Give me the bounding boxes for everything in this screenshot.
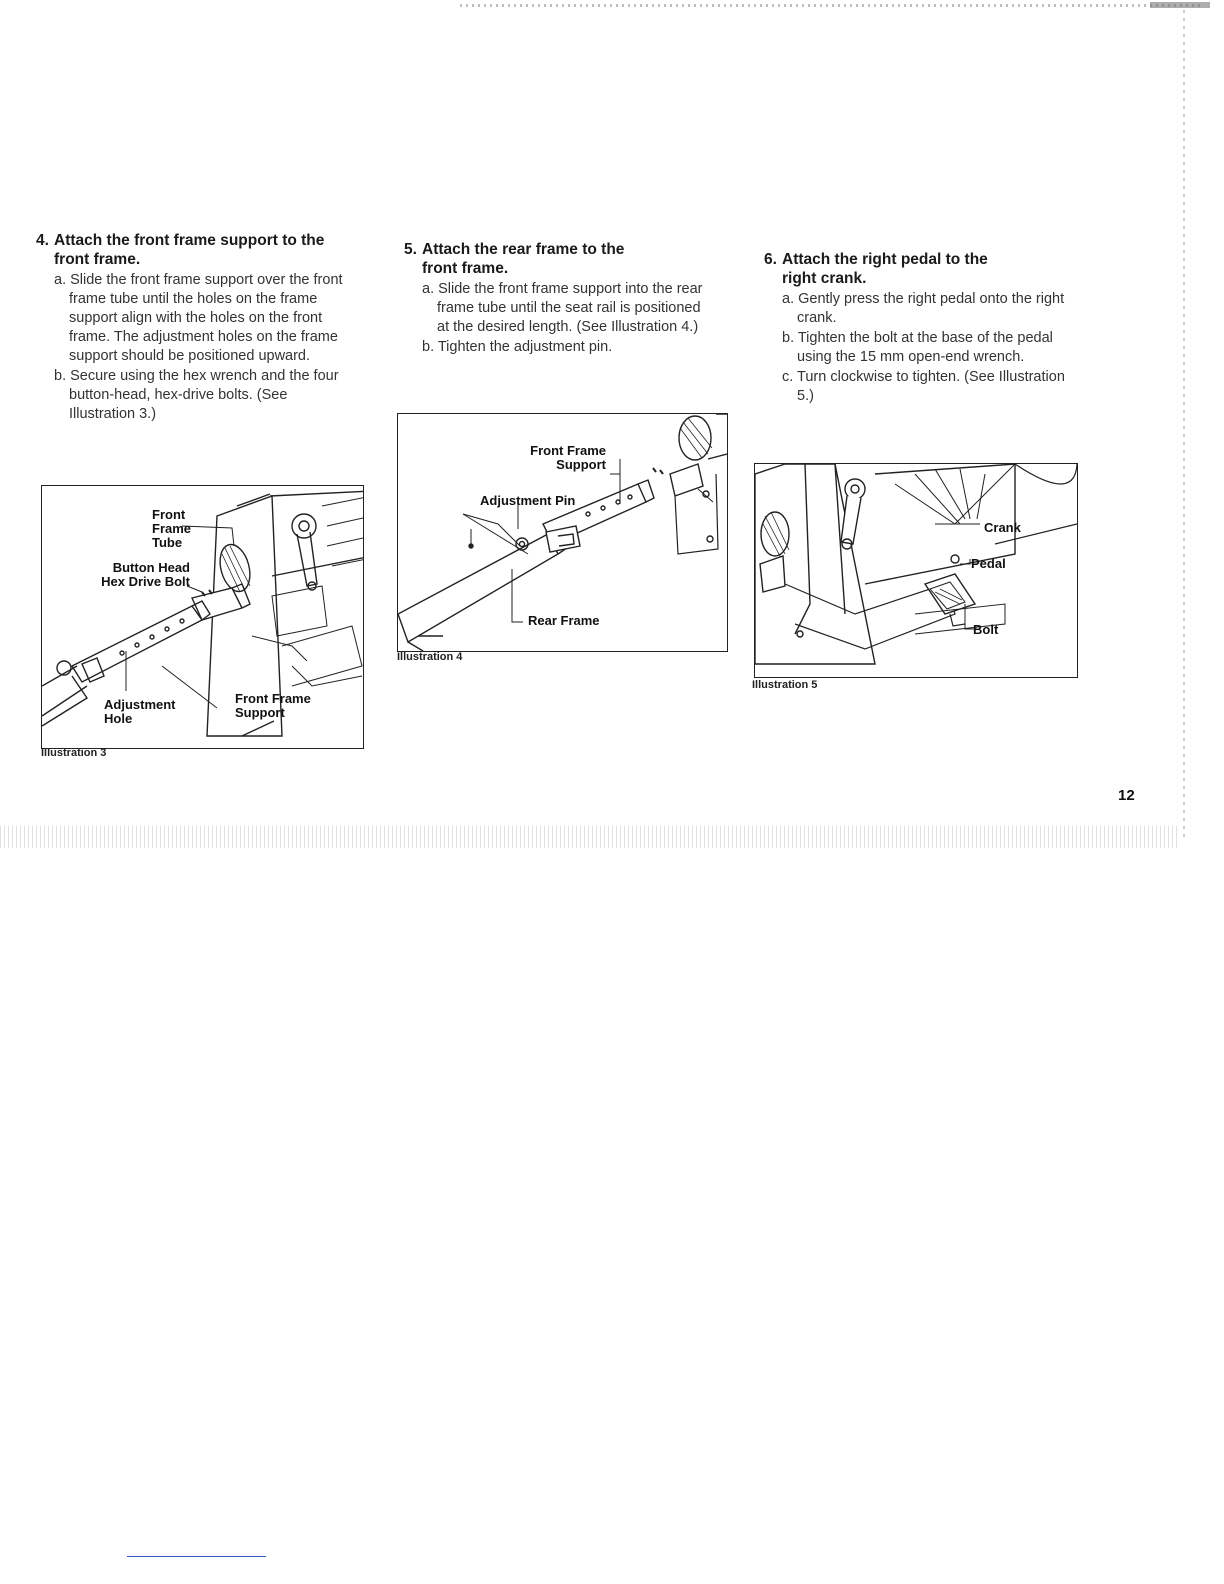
step-6 (764, 250, 1069, 407)
step-6-number: 6. (764, 251, 777, 268)
step-5-items (422, 280, 704, 357)
illustration-4 (397, 413, 728, 652)
scan-artifact-right-edge (1183, 10, 1185, 840)
illustration-3 (41, 485, 364, 749)
footer-rule (127, 1556, 266, 1557)
label-crank: Crank (984, 520, 1021, 535)
step-4-title-line2: front frame. (54, 251, 141, 268)
scan-artifact-bottom (0, 826, 1180, 848)
page-number: 12 (1118, 787, 1135, 804)
label-front-frame-support: Front Frame Support (235, 691, 311, 720)
step-4-items (54, 271, 356, 424)
caption-illustration-4: Illustration 4 (397, 651, 463, 663)
step-4-item-b: b. Secure using the hex wrench and the four button-head, hex-drive bolts. (See Illustration 3.) (54, 368, 339, 422)
label-pedal: Pedal (971, 556, 1006, 571)
label-adjustment-pin: Adjustment Pin (480, 493, 576, 508)
step-6-title-line1: Attach the right pedal to the (782, 251, 988, 268)
step-5-title-line2: front frame. (422, 260, 509, 277)
step-5-item-b: b. Tighten the adjustment pin. (422, 339, 613, 355)
illustration-5 (754, 463, 1078, 678)
step-4-number: 4. (36, 232, 49, 249)
step-4-heading (36, 231, 356, 269)
label-rear-frame: Rear Frame (528, 613, 600, 628)
step-5-title-line1: Attach the rear frame to the (422, 241, 625, 258)
step-5-number: 5. (404, 241, 417, 258)
step-5-item-a: a. Slide the front frame support into the rear frame tube until the seat rail is positioned at the desired length. (See Illustration 4.) (422, 281, 703, 335)
step-6-item-b: b. Tighten the bolt at the base of the pedal using the 15 mm open-end wrench. (782, 330, 1053, 365)
step-4-item-a: a. Slide the front frame support over the front frame tube until the holes on the frame support align with the holes on the front frame. The adjustment holes on the frame support should be positioned upward. (54, 272, 343, 364)
step-5-heading (404, 240, 704, 278)
caption-illustration-3: Illustration 3 (41, 747, 107, 759)
label-button-head-hex-drive-bolt: Button Head Hex Drive Bolt (101, 560, 190, 589)
step-6-items (782, 290, 1069, 406)
step-6-title-line2: right crank. (782, 270, 867, 287)
step-6-item-a: a. Gently press the right pedal onto the right crank. (782, 291, 1065, 326)
step-4-title-line1: Attach the front frame support to the (54, 232, 325, 249)
caption-illustration-5: Illustration 5 (752, 679, 818, 691)
scan-artifact-top (460, 4, 1200, 7)
label-bolt: Bolt (973, 622, 999, 637)
step-4 (36, 231, 356, 425)
label-front-frame-tube: Front Frame Tube (152, 507, 192, 550)
step-6-item-c: c. Turn clockwise to tighten. (See Illustration 5.) (782, 369, 1065, 404)
step-5 (404, 240, 704, 358)
illustration-5-drawing (755, 464, 1077, 677)
label-front-frame-support: Front Frame Support (530, 443, 606, 472)
label-adjustment-hole: Adjustment Hole (104, 697, 176, 726)
scan-artifact-corner (1150, 2, 1210, 8)
step-6-heading (764, 250, 1069, 288)
